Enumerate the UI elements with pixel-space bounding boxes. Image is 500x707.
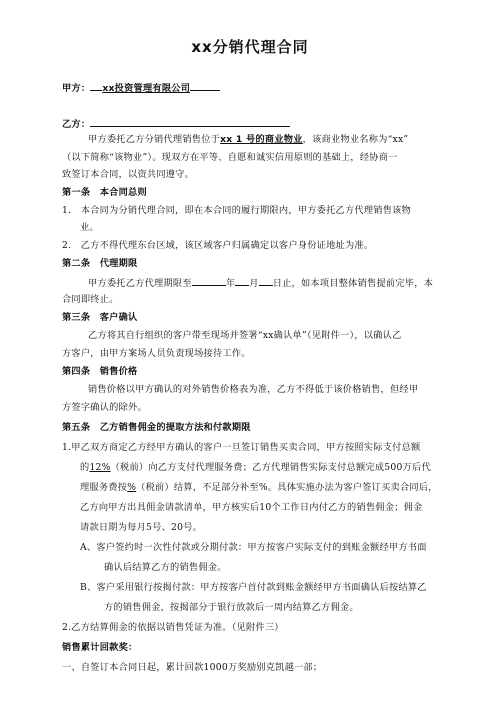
article-5-line-5: 请款日期为每月5号、20号。 [80, 522, 203, 533]
article-5-line-2: 的12%（税前）向乙方支付代理服务费；乙方代理销售实际支付总额完成500万后代 [80, 462, 431, 473]
contract-title: xx分销代理合同 [191, 38, 309, 56]
intro-line-2: （以下简称“该物业”）。现双方在平等、自愿和诚实信用原则的基础上，经协商一 [62, 152, 398, 163]
article-2-line-2: 合同即终止。 [62, 294, 119, 305]
article-5-line-1: 1.甲乙双方商定乙方经甲方确认的客户一旦签订销售买卖合同，甲方按照实际支付总额 [62, 442, 421, 453]
article-4-line-2: 方签字确认的除外。 [62, 402, 147, 413]
article-4-heading: 第四条 销售价格 [62, 366, 138, 377]
article-5-item-a: A、客户签约时一次性付款或分期付款：甲方按客户实际支付的到账金额经甲方书面 [80, 542, 427, 553]
party-b-line [62, 116, 454, 131]
property-name: xx 1 号的商业物业 [220, 134, 303, 145]
article-1-item-1: 1. 本合同为分销代理合同，即在本合同的履行期限内，甲方委托乙方代理销售该物 [62, 205, 412, 216]
commission-rate: 12% [89, 462, 111, 473]
article-3-heading: 第三条 客户确认 [62, 312, 138, 323]
commission-rate-2: % [127, 482, 137, 493]
reward-heading: 销售累计回款奖： [62, 642, 138, 653]
article-5-heading: 第五条 乙方销售佣金的提取方法和付款期限 [62, 422, 251, 433]
party-a-value: xx投资管理有限公司 [102, 83, 191, 94]
article-5-line-4: 乙方向甲方出具佣金请款清单，甲方核实后10个工作日内付乙方的销售佣金；佣金 [80, 502, 423, 513]
month-blank [235, 275, 249, 286]
article-3-line-1: 乙方将其自行组织的客户带至现场并签署“xx确认单”（见附件一），以确认乙 [88, 330, 402, 341]
article-3-line-2: 方客户，由甲方案场人员负责现场接待工作。 [62, 348, 251, 359]
day-blank [259, 275, 273, 286]
party-a-label: 甲方： [62, 83, 91, 94]
article-4-line-1: 销售价格以甲方确认的对外销售价格表为准，乙方不得低于该价格销售，但经甲 [88, 384, 419, 395]
article-2-heading: 第二条 代理期限 [62, 258, 138, 269]
article-5-line-6: 2.乙方结算佣金的依据以销售凭证为准。（见附件三） [62, 622, 284, 633]
intro-line-3: 致签订本合同，以资共同遵守。 [62, 169, 195, 180]
party-b-blank [90, 116, 290, 127]
article-1-item-1-cont: 业。 [80, 222, 99, 233]
article-1-heading: 第一条 本合同总则 [62, 187, 147, 198]
article-1-item-2: 2. 乙方不得代理东台区域，该区域客户归属确定以客户身份证地址为准。 [62, 240, 374, 251]
article-2-line-1: 甲方委托乙方代理期限至 年 月 日止，如本项目整体销售提前完毕，本 [88, 275, 454, 290]
party-a-line [62, 80, 454, 95]
article-5-line-3: 理服务费按%（税前）结算，不足部分补至%。具体实施办法为客户签订买卖合同后， [80, 482, 438, 493]
intro-line-1: 甲方委托乙方分销代理销售位于xx 1 号的商业物业，该商业物业名称为“xx” [88, 134, 409, 145]
reward-line-1: 一、自签订本合同日起，累计回款1000万奖励别克凯越一部； [62, 662, 323, 673]
article-5-item-b-cont: 方的销售佣金，按揭部分于银行放款后一周内结算乙方佣金。 [104, 602, 359, 613]
article-5-item-b: B、客户采用银行按揭付款：甲方按客户首付款到账金额经甲方书面确认后按结算乙 [80, 582, 427, 593]
year-blank [192, 275, 226, 286]
article-5-item-a-cont: 确认后结算乙方的销售佣金。 [104, 562, 227, 573]
party-b-label: 乙方： [62, 119, 91, 130]
